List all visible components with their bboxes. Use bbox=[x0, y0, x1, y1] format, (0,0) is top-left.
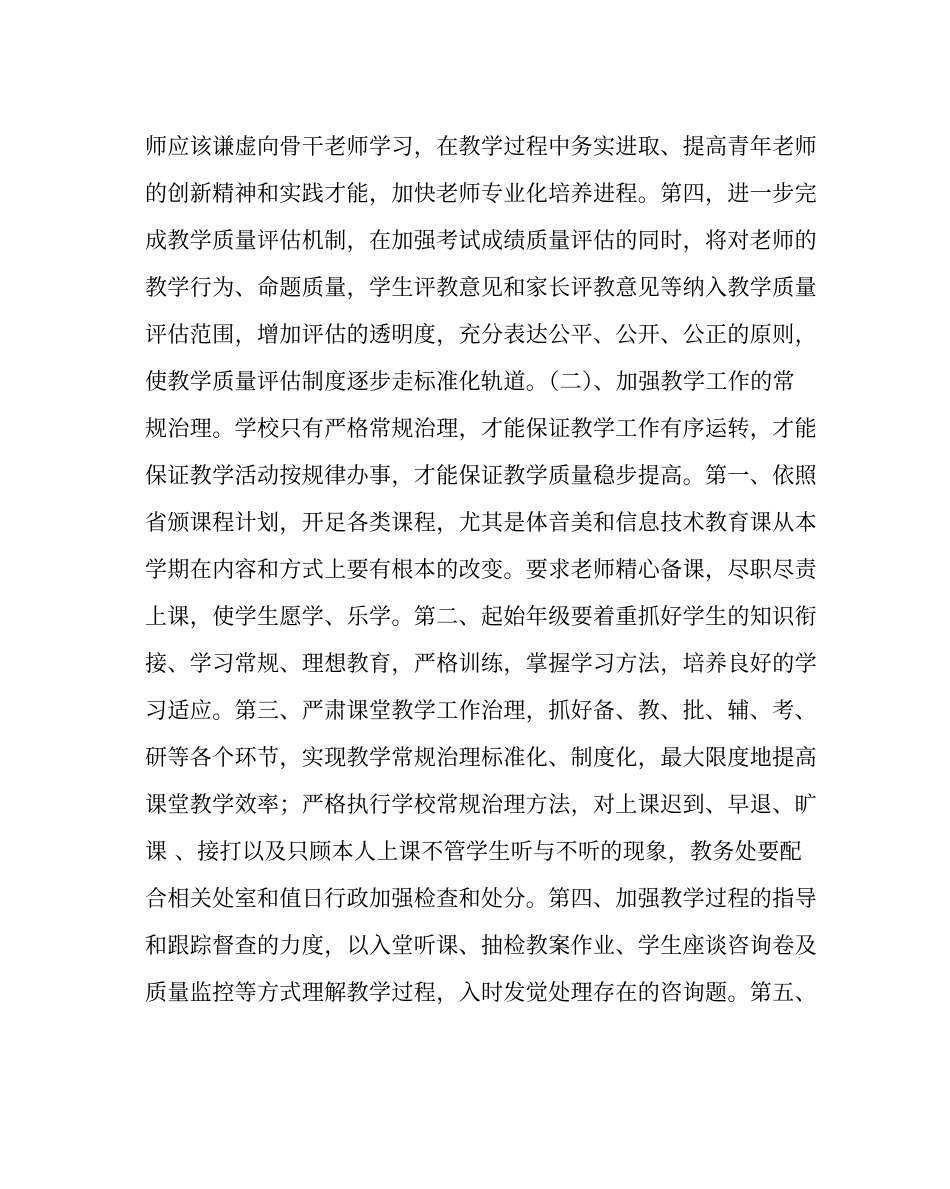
text-line: 成教学质量评估机制，在加强考试成绩质量评估的同时，将对老师的 bbox=[145, 229, 818, 254]
text-line: 使教学质量评估制度逐步走标准化轨道。（二）、加强教学工作的常 bbox=[145, 370, 796, 395]
text-line: 师应该谦虚向骨干老师学习，在教学过程中务实进取、提高青年老师 bbox=[145, 135, 818, 160]
text-line: 规治理。学校只有严格常规治理，才能保证教学工作有序运转，才能 bbox=[145, 417, 818, 442]
text-line: 的创新精神和实践才能，加快老师专业化培养进程。第四，进一步完 bbox=[145, 182, 818, 207]
text-line: 研等各个环节，实现教学常规治理标准化、制度化，最大限度地提高 bbox=[145, 746, 818, 771]
text-line: 课 、接打以及只顾本人上课不管学生听与不听的现象，教务处要配 bbox=[145, 840, 802, 865]
text-line: 上课，使学生愿学、乐学。第二、起始年级要着重抓好学生的知识衔 bbox=[145, 605, 818, 630]
text-line: 接、学习常规、理想教育，严格训练，掌握学习方法，培养良好的学 bbox=[145, 652, 818, 677]
body-text bbox=[145, 124, 835, 1017]
text-line: 学期在内容和方式上要有根本的改变。要求老师精心备课，尽职尽责 bbox=[145, 558, 818, 583]
text-line: 质量监控等方式理解教学过程，入时发觉处理存在的咨询题。第五、 bbox=[145, 981, 818, 1006]
text-line: 教学行为、命题质量，学生评教意见和家长评教意见等纳入教学质量 bbox=[145, 276, 818, 301]
text-line: 省颁课程计划，开足各类课程，尤其是体音美和信息技术教育课从本 bbox=[145, 511, 818, 536]
text-line: 评估范围，增加评估的透明度，充分表达公平、公开、公正的原则， bbox=[145, 323, 818, 348]
text-line: 习适应。第三、严肃课堂教学工作治理，抓好备、教、批、辅、考、 bbox=[145, 699, 818, 724]
text-line: 课堂教学效率；严格执行学校常规治理方法，对上课迟到、早退、旷 bbox=[145, 793, 818, 818]
text-line: 保证教学活动按规律办事，才能保证教学质量稳步提高。第一、依照 bbox=[145, 464, 818, 489]
text-line: 和跟踪督查的力度，以入堂听课、抽检教案作业、学生座谈咨询卷及 bbox=[145, 934, 818, 959]
text-line: 合相关处室和值日行政加强检查和处分。第四、加强教学过程的指导 bbox=[145, 887, 818, 912]
